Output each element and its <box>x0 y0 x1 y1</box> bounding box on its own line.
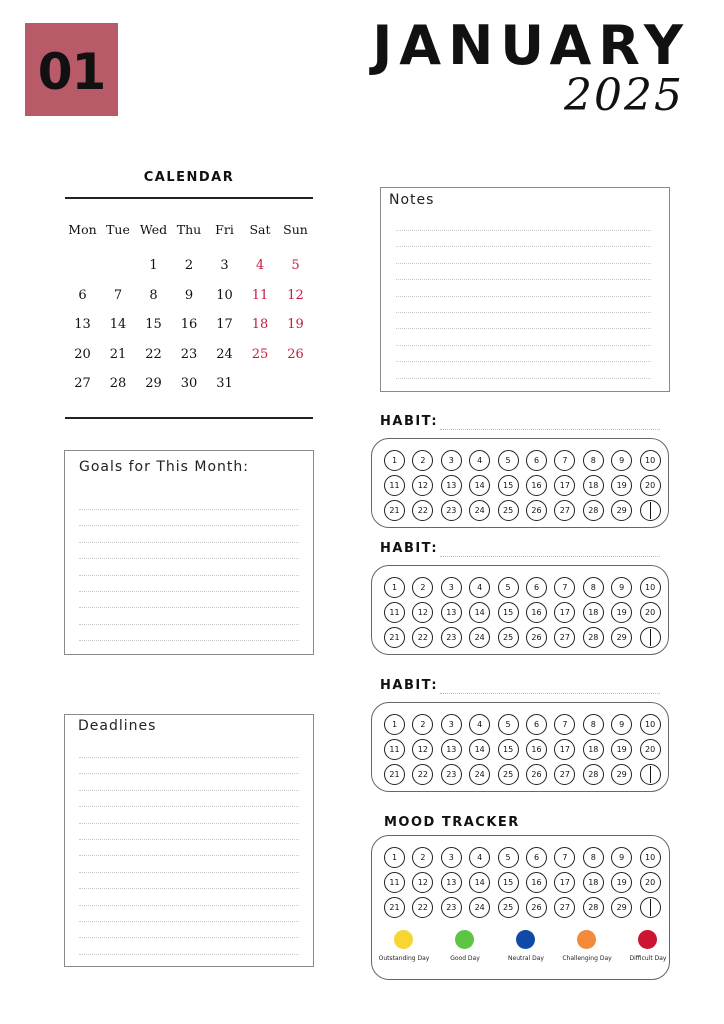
day-circle[interactable]: 1 <box>384 577 405 598</box>
day-circle[interactable]: 11 <box>384 475 405 496</box>
day-circle[interactable]: 12 <box>412 872 433 893</box>
month-number: 01 <box>37 43 106 101</box>
habit-3-tracker <box>371 702 669 792</box>
weekday-tue: Tue <box>106 222 130 237</box>
day-circle[interactable]: 24 <box>469 500 490 521</box>
mood-tracker <box>371 835 670 980</box>
day-circle[interactable]: 7 <box>554 847 575 868</box>
calendar-top-divider <box>65 197 313 199</box>
day-circle[interactable]: 9 <box>611 847 632 868</box>
calendar-day[interactable]: 27 <box>74 376 91 391</box>
habit-1-name-line[interactable] <box>440 429 660 430</box>
writing-line <box>79 905 299 906</box>
writing-line <box>396 230 651 231</box>
weekday-mon: Mon <box>68 222 97 237</box>
day-circle[interactable]: 27 <box>554 627 575 648</box>
mood-label: Good Day <box>450 955 480 962</box>
day-circle[interactable]: 18 <box>583 475 604 496</box>
day-circle[interactable]: 22 <box>412 627 433 648</box>
habit-3-name-line[interactable] <box>440 693 660 694</box>
habit-2-tracker <box>371 565 669 655</box>
calendar-day[interactable]: 12 <box>287 287 304 303</box>
day-circle[interactable]: 27 <box>554 500 575 521</box>
notes-title: Notes <box>389 192 435 208</box>
day-circle[interactable]: 29 <box>611 764 632 785</box>
day-circle[interactable]: 10 <box>640 577 661 598</box>
mood-label: Neutral Day <box>508 955 544 962</box>
day-circle[interactable]: 25 <box>498 897 519 918</box>
writing-line <box>79 624 299 625</box>
day-circle[interactable]: 8 <box>583 847 604 868</box>
writing-line <box>79 790 299 791</box>
day-circle[interactable]: 20 <box>640 475 661 496</box>
mood-color-dot <box>394 930 413 949</box>
day-circle[interactable]: 8 <box>583 714 604 735</box>
writing-line <box>79 607 299 608</box>
writing-line <box>396 312 651 313</box>
day-circle[interactable]: 25 <box>498 627 519 648</box>
day-circle[interactable]: 4 <box>469 450 490 471</box>
split-day-circle[interactable] <box>640 627 661 648</box>
writing-line <box>79 640 299 641</box>
day-circle[interactable]: 17 <box>554 602 575 623</box>
day-circle[interactable]: 27 <box>554 764 575 785</box>
day-circle[interactable]: 4 <box>469 577 490 598</box>
day-circle[interactable]: 28 <box>583 627 604 648</box>
writing-line <box>396 328 651 329</box>
day-circle[interactable]: 18 <box>583 602 604 623</box>
day-circle[interactable]: 7 <box>554 450 575 471</box>
day-circle[interactable]: 7 <box>554 577 575 598</box>
calendar-day[interactable]: 24 <box>216 346 233 362</box>
writing-line <box>396 279 651 280</box>
day-circle[interactable]: 27 <box>554 897 575 918</box>
day-circle[interactable]: 14 <box>469 872 490 893</box>
calendar-bottom-divider <box>65 417 313 419</box>
writing-line <box>396 361 651 362</box>
calendar-day[interactable]: 30 <box>180 376 198 391</box>
weekday-thu: Thu <box>176 222 202 237</box>
day-circle[interactable]: 12 <box>412 602 433 623</box>
day-circle[interactable]: 5 <box>498 450 519 471</box>
writing-line <box>396 345 651 346</box>
day-circle[interactable]: 17 <box>554 739 575 760</box>
day-circle[interactable]: 6 <box>526 714 547 735</box>
day-circle[interactable]: 24 <box>469 764 490 785</box>
calendar-day[interactable]: 21 <box>109 346 127 362</box>
day-circle[interactable]: 1 <box>384 714 405 735</box>
day-circle[interactable]: 6 <box>526 577 547 598</box>
day-circle[interactable]: 23 <box>441 764 462 785</box>
calendar-day[interactable]: 22 <box>145 346 162 362</box>
calendar-day[interactable]: 23 <box>180 346 198 362</box>
mood-color-dot <box>516 930 535 949</box>
day-circle[interactable]: 23 <box>441 897 462 918</box>
day-circle[interactable]: 16 <box>526 475 547 496</box>
day-circle[interactable]: 2 <box>412 714 433 735</box>
deadlines-title: Deadlines <box>78 718 157 734</box>
writing-line <box>79 575 299 576</box>
day-circle[interactable]: 21 <box>384 627 405 648</box>
calendar-day[interactable]: 13 <box>74 317 91 332</box>
day-circle[interactable]: 5 <box>498 577 519 598</box>
day-circle[interactable]: 26 <box>526 500 547 521</box>
writing-line <box>79 773 299 774</box>
writing-line <box>79 921 299 922</box>
month-title: JANUARY <box>372 14 690 77</box>
writing-line <box>79 855 299 856</box>
calendar-day[interactable]: 28 <box>109 376 127 391</box>
calendar-day[interactable]: 29 <box>145 376 162 391</box>
day-circle[interactable]: 22 <box>412 500 433 521</box>
calendar-day[interactable]: 3 <box>220 258 229 273</box>
day-circle[interactable]: 7 <box>554 714 575 735</box>
day-circle[interactable]: 12 <box>412 739 433 760</box>
day-circle[interactable]: 24 <box>469 897 490 918</box>
day-circle[interactable]: 14 <box>469 475 490 496</box>
split-day-circle[interactable] <box>640 500 661 521</box>
day-circle[interactable]: 19 <box>611 739 632 760</box>
day-circle[interactable]: 15 <box>498 872 519 893</box>
deadlines-box[interactable] <box>64 714 314 967</box>
day-circle[interactable]: 21 <box>384 500 405 521</box>
split-day-circle[interactable] <box>640 764 661 785</box>
day-circle[interactable]: 17 <box>554 872 575 893</box>
writing-line <box>396 263 651 264</box>
habit-2-label: HABIT: <box>380 541 439 556</box>
calendar-day[interactable]: 5 <box>291 258 300 273</box>
day-circle[interactable]: 13 <box>441 602 462 623</box>
day-circle[interactable]: 3 <box>441 577 462 598</box>
day-circle[interactable]: 28 <box>583 500 604 521</box>
day-circle[interactable]: 14 <box>469 602 490 623</box>
day-circle[interactable]: 17 <box>554 475 575 496</box>
calendar-day[interactable]: 9 <box>184 287 194 303</box>
day-circle[interactable]: 24 <box>469 627 490 648</box>
habit-1-label: HABIT: <box>380 414 439 429</box>
day-circle[interactable]: 16 <box>526 602 547 623</box>
day-circle[interactable]: 29 <box>611 897 632 918</box>
day-circle[interactable]: 20 <box>640 872 661 893</box>
day-circle[interactable]: 13 <box>441 872 462 893</box>
day-circle[interactable]: 14 <box>469 739 490 760</box>
calendar-day[interactable]: 11 <box>251 287 269 303</box>
calendar-day[interactable]: 19 <box>287 317 304 332</box>
writing-line <box>396 378 651 379</box>
goals-title: Goals for This Month: <box>79 459 249 475</box>
day-circle[interactable]: 29 <box>611 500 632 521</box>
day-circle[interactable]: 23 <box>441 500 462 521</box>
day-circle[interactable]: 10 <box>640 714 661 735</box>
day-circle[interactable]: 8 <box>583 577 604 598</box>
day-circle[interactable]: 16 <box>526 872 547 893</box>
calendar-day[interactable]: 20 <box>74 346 91 362</box>
day-circle[interactable]: 21 <box>384 897 405 918</box>
writing-line <box>79 591 299 592</box>
day-circle[interactable]: 20 <box>640 739 661 760</box>
day-circle[interactable]: 23 <box>441 627 462 648</box>
day-circle[interactable]: 2 <box>412 847 433 868</box>
day-circle[interactable]: 9 <box>611 714 632 735</box>
habit-1-tracker <box>371 438 669 528</box>
weekday-fri: Fri <box>215 222 234 237</box>
day-circle[interactable]: 15 <box>498 602 519 623</box>
day-circle[interactable]: 6 <box>526 450 547 471</box>
writing-line <box>396 246 651 247</box>
day-circle[interactable]: 4 <box>469 714 490 735</box>
day-circle[interactable]: 3 <box>441 450 462 471</box>
calendar-day[interactable]: 25 <box>251 346 269 362</box>
day-circle[interactable]: 26 <box>526 627 547 648</box>
day-circle[interactable]: 19 <box>611 602 632 623</box>
calendar-day[interactable]: 4 <box>255 258 265 273</box>
calendar-day[interactable]: 16 <box>180 317 198 332</box>
goals-box[interactable] <box>64 450 314 655</box>
calendar-day[interactable]: 18 <box>251 317 269 332</box>
day-circle[interactable]: 29 <box>611 627 632 648</box>
day-circle[interactable]: 2 <box>412 577 433 598</box>
day-circle[interactable]: 22 <box>412 764 433 785</box>
day-circle[interactable]: 11 <box>384 602 405 623</box>
day-circle[interactable]: 26 <box>526 897 547 918</box>
writing-line <box>79 757 299 758</box>
day-circle[interactable]: 25 <box>498 500 519 521</box>
day-circle[interactable]: 25 <box>498 764 519 785</box>
day-circle[interactable]: 11 <box>384 872 405 893</box>
calendar-day[interactable]: 15 <box>145 317 162 332</box>
writing-line <box>79 937 299 938</box>
day-circle[interactable]: 15 <box>498 739 519 760</box>
day-circle[interactable]: 21 <box>384 764 405 785</box>
mood-color-dot <box>577 930 596 949</box>
day-circle[interactable]: 22 <box>412 897 433 918</box>
calendar-day[interactable]: 26 <box>287 346 304 362</box>
day-circle[interactable]: 13 <box>441 739 462 760</box>
mood-label: Difficult Day <box>629 955 667 962</box>
calendar-day[interactable]: 31 <box>216 376 233 391</box>
day-circle[interactable]: 12 <box>412 475 433 496</box>
habit-3-label: HABIT: <box>380 678 439 693</box>
weekday-sun: Sun <box>283 222 308 237</box>
mood-tracker-title: MOOD TRACKER <box>384 815 520 830</box>
weekday-sat: Sat <box>249 222 271 237</box>
writing-line <box>79 823 299 824</box>
writing-line <box>79 888 299 889</box>
calendar-day[interactable]: 17 <box>216 317 233 332</box>
day-circle[interactable]: 9 <box>611 450 632 471</box>
writing-line <box>79 806 299 807</box>
day-circle[interactable]: 19 <box>611 872 632 893</box>
writing-line <box>79 525 299 526</box>
calendar-day[interactable]: 7 <box>113 287 123 303</box>
day-circle[interactable]: 10 <box>640 847 661 868</box>
day-circle[interactable]: 1 <box>384 450 405 471</box>
day-circle[interactable]: 8 <box>583 450 604 471</box>
calendar-title: CALENDAR <box>143 170 235 185</box>
day-circle[interactable]: 26 <box>526 764 547 785</box>
day-circle[interactable]: 28 <box>583 897 604 918</box>
notes-box[interactable] <box>380 187 670 392</box>
day-circle[interactable]: 28 <box>583 764 604 785</box>
day-circle[interactable]: 5 <box>498 714 519 735</box>
day-circle[interactable]: 3 <box>441 714 462 735</box>
day-circle[interactable]: 6 <box>526 847 547 868</box>
day-circle[interactable]: 9 <box>611 577 632 598</box>
calendar-day[interactable]: 2 <box>184 258 194 273</box>
writing-line <box>79 509 299 510</box>
calendar-day[interactable]: 1 <box>149 258 158 273</box>
split-day-circle[interactable] <box>640 897 661 918</box>
day-circle[interactable]: 19 <box>611 475 632 496</box>
habit-2-name-line[interactable] <box>440 556 660 557</box>
calendar-day[interactable]: 14 <box>109 317 127 332</box>
day-circle[interactable]: 13 <box>441 475 462 496</box>
writing-line <box>79 872 299 873</box>
day-circle[interactable]: 20 <box>640 602 661 623</box>
calendar-day[interactable]: 10 <box>216 287 233 303</box>
day-circle[interactable]: 15 <box>498 475 519 496</box>
writing-line <box>79 954 299 955</box>
weekday-wed: Wed <box>139 222 168 237</box>
day-circle[interactable]: 3 <box>441 847 462 868</box>
year-title: 2025 <box>564 70 684 121</box>
day-circle[interactable]: 10 <box>640 450 661 471</box>
mood-label: Outstanding Day <box>378 955 430 962</box>
mood-color-dot <box>638 930 657 949</box>
writing-line <box>79 542 299 543</box>
writing-line <box>79 839 299 840</box>
mood-color-dot <box>455 930 474 949</box>
mood-label: Challenging Day <box>562 955 612 962</box>
day-circle[interactable]: 11 <box>384 739 405 760</box>
day-circle[interactable]: 1 <box>384 847 405 868</box>
day-circle[interactable]: 5 <box>498 847 519 868</box>
day-circle[interactable]: 18 <box>583 739 604 760</box>
day-circle[interactable]: 16 <box>526 739 547 760</box>
writing-line <box>396 296 651 297</box>
day-circle[interactable]: 4 <box>469 847 490 868</box>
calendar-day[interactable]: 8 <box>149 287 158 303</box>
writing-line <box>79 558 299 559</box>
day-circle[interactable]: 2 <box>412 450 433 471</box>
day-circle[interactable]: 18 <box>583 872 604 893</box>
calendar-day[interactable]: 6 <box>78 287 87 303</box>
